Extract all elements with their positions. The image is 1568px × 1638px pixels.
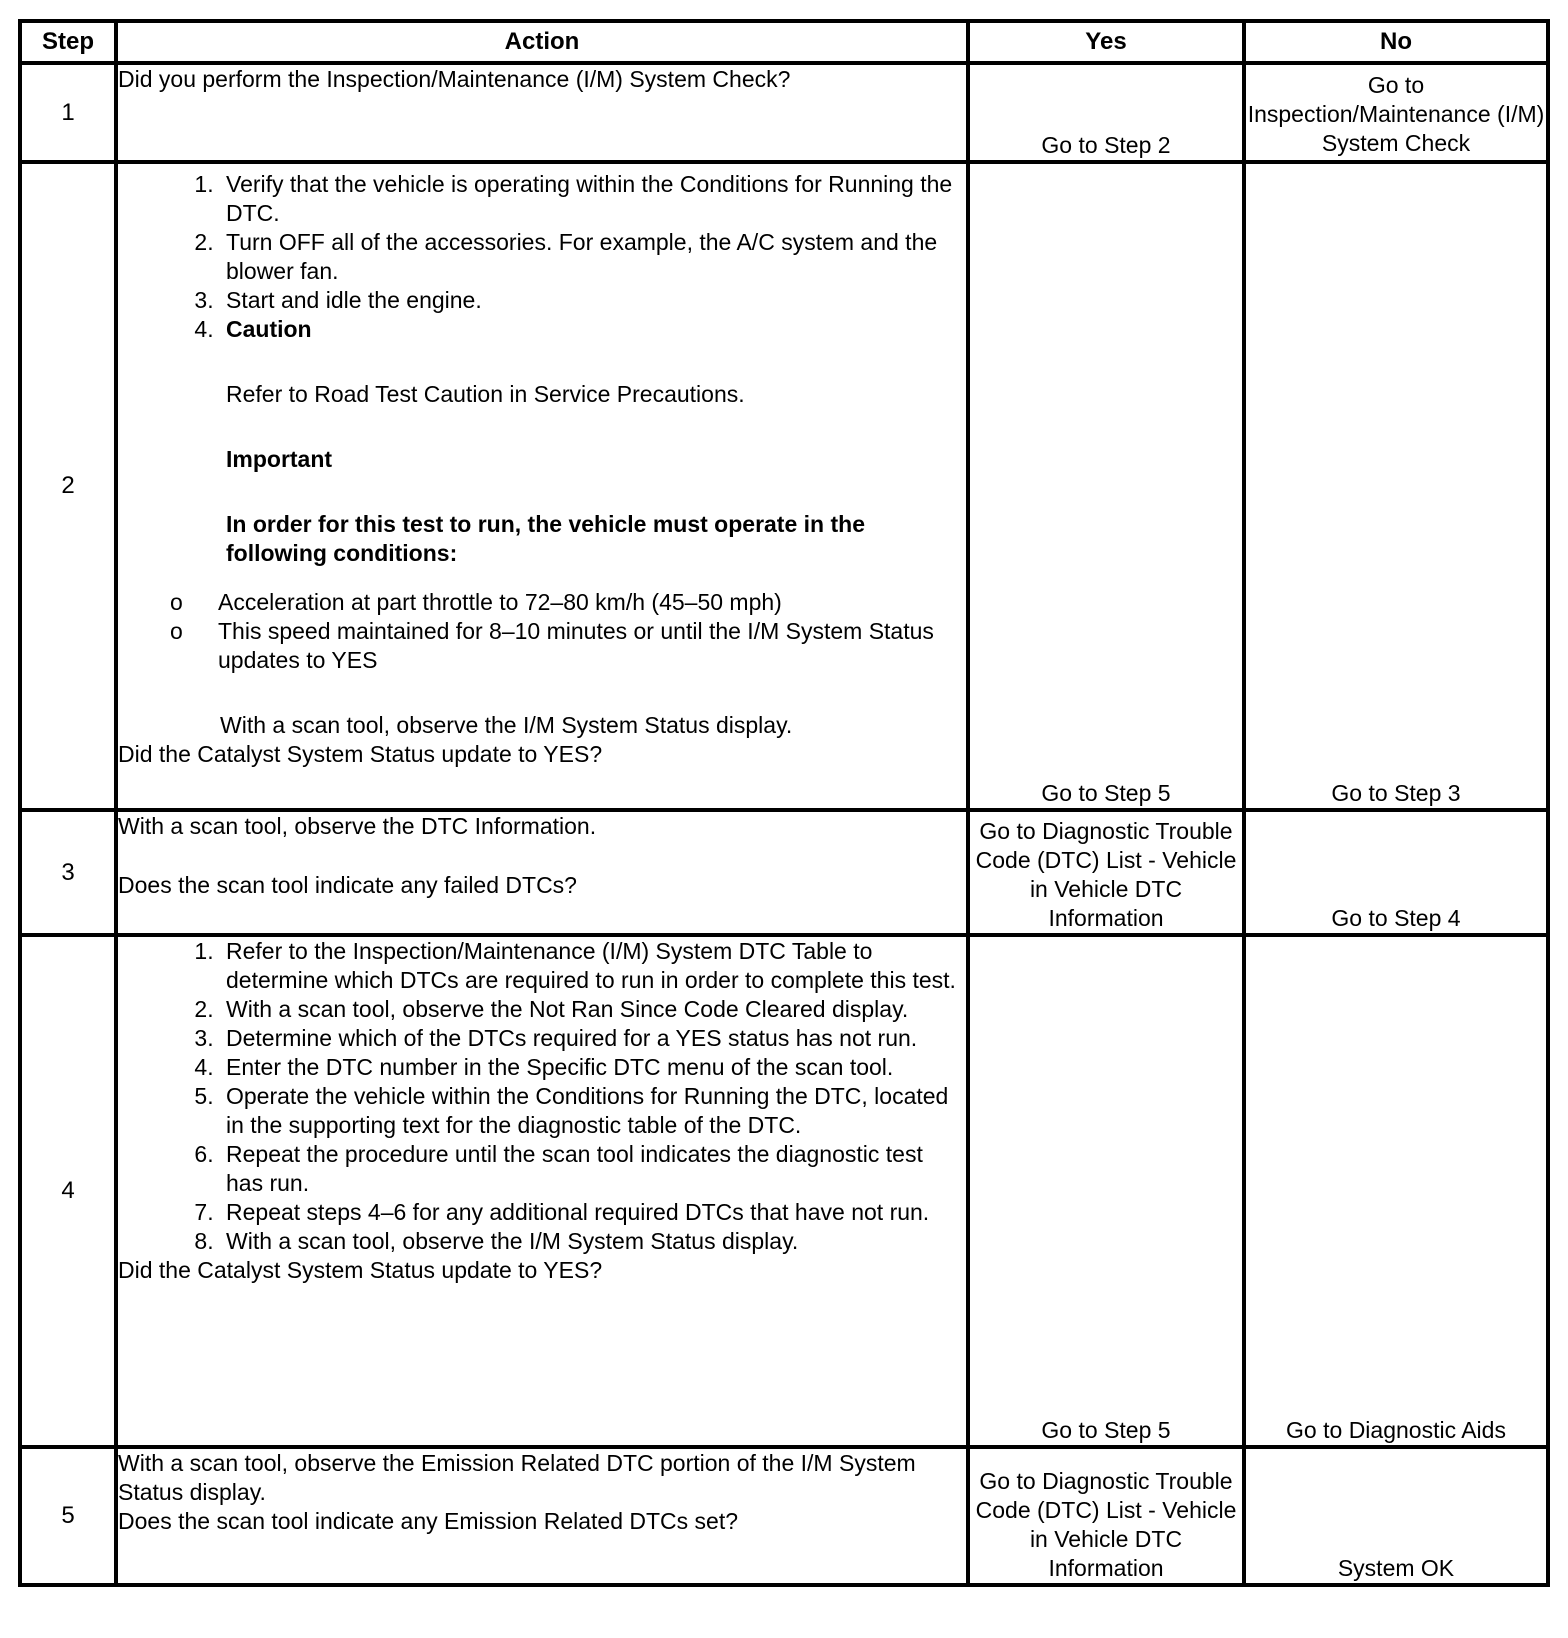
list-item: 1. Verify that the vehicle is operating within the Conditions for Running the DTC. (220, 170, 966, 228)
header-row (20, 21, 1548, 63)
step-question: Does the scan tool indicate any Emission Related DTCs set? (118, 1508, 739, 1534)
list-item: 5. Operate the vehicle within the Conditions for Running the DTC, located in the supporting text for the diagnostic table of the DTC. (220, 1082, 966, 1140)
action-cell (116, 1447, 968, 1585)
step-number: 4 (20, 935, 116, 1447)
yes-link[interactable]: Go to Step 5 (968, 162, 1244, 810)
no-link[interactable]: Go to Step 4 (1244, 810, 1548, 935)
table-row (20, 1447, 1548, 1585)
list-item: 3. Determine which of the DTCs required for a YES status has not run. (220, 1024, 966, 1053)
action-text: Did you perform the Inspection/Maintenance (I/M) System Check? (118, 66, 791, 92)
action-cell (116, 810, 968, 935)
yes-link[interactable]: Go to Step 5 (968, 935, 1244, 1447)
important-text: In order for this test to run, the vehicle must operate in the following conditions: (226, 511, 865, 566)
no-link[interactable]: Go to Inspection/Maintenance (I/M) System Check (1244, 63, 1548, 162)
list-item: 1. Refer to the Inspection/Maintenance (I/M) System DTC Table to determine which DTCs are required to run in order to complete this test. (220, 937, 966, 995)
list-item: o Acceleration at part throttle to 72–80 km/h (45–50 mph) (218, 588, 966, 617)
list-item: 6. Repeat the procedure until the scan tool indicates the diagnostic test has run. (220, 1140, 966, 1198)
caution-label: Caution (226, 316, 312, 342)
list-item: 7. Repeat steps 4–6 for any additional required DTCs that have not run. (220, 1198, 966, 1227)
step-number: 1 (20, 63, 116, 162)
no-link[interactable]: Go to Step 3 (1244, 162, 1548, 810)
step-question: Did the Catalyst System Status update to YES? (118, 741, 603, 767)
header-yes: Yes (968, 21, 1244, 63)
action-cell (116, 63, 968, 162)
list-item: 2. Turn OFF all of the accessories. For example, the A/C system and the blower fan. (220, 228, 966, 286)
observe-text: With a scan tool, observe the I/M System Status display. (220, 712, 793, 738)
yes-link[interactable]: Go to Step 2 (968, 63, 1244, 162)
yes-link[interactable]: Go to Diagnostic Trouble Code (DTC) List - Vehicle in Vehicle DTC Information (968, 810, 1244, 935)
header-action: Action (116, 21, 968, 63)
step-question: Does the scan tool indicate any failed DTCs? (118, 872, 577, 898)
action-text: With a scan tool, observe the Emission Related DTC portion of the I/M System Status display. (118, 1450, 916, 1505)
list-item: 3. Start and idle the engine. (220, 286, 966, 315)
table-row (20, 935, 1548, 1447)
yes-link[interactable]: Go to Diagnostic Trouble Code (DTC) List - Vehicle in Vehicle DTC Information (968, 1447, 1244, 1585)
step-number: 5 (20, 1447, 116, 1585)
header-step: Step (20, 21, 116, 63)
step-number: 2 (20, 162, 116, 810)
header-no: No (1244, 21, 1548, 63)
diagnostic-table (18, 19, 1550, 1587)
list-item: 8. With a scan tool, observe the I/M System Status display. (220, 1227, 966, 1256)
list-item: 4. Enter the DTC number in the Specific DTC menu of the scan tool. (220, 1053, 966, 1082)
procedure-list (118, 937, 966, 1256)
list-item (220, 315, 966, 568)
step-question: Did the Catalyst System Status update to YES? (118, 1257, 603, 1283)
important-label: Important (226, 446, 333, 472)
table-row (20, 63, 1548, 162)
list-item: o This speed maintained for 8–10 minutes or until the I/M System Status updates to YES (218, 617, 966, 675)
table-row (20, 810, 1548, 935)
action-text: With a scan tool, observe the DTC Information. (118, 813, 597, 839)
procedure-list (118, 170, 966, 568)
no-link[interactable]: System OK (1244, 1447, 1548, 1585)
action-cell (116, 162, 968, 810)
no-link[interactable]: Go to Diagnostic Aids (1244, 935, 1548, 1447)
table-row (20, 162, 1548, 810)
step-number: 3 (20, 810, 116, 935)
action-cell (116, 935, 968, 1447)
list-item: 2. With a scan tool, observe the Not Ran Since Code Cleared display. (220, 995, 966, 1024)
caution-text: Refer to Road Test Caution in Service Precautions. (226, 381, 745, 407)
conditions-list (118, 588, 966, 675)
